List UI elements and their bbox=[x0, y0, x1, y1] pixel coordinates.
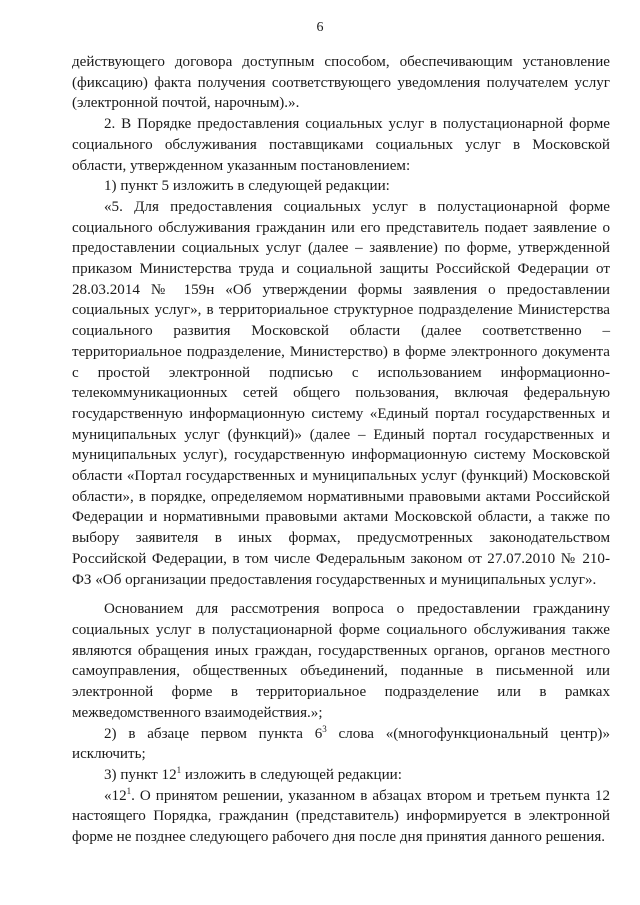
paragraph-p7 bbox=[72, 786, 610, 848]
paragraph-p0 bbox=[72, 52, 610, 114]
paragraph-text: изложить в следующей редакции: bbox=[181, 766, 402, 783]
document-body bbox=[72, 52, 610, 848]
paragraph-text: действующего договора доступным способом, обеспечивающим установление (фиксацию) факта получения соответствующего уведомления получателем услуг (электронной почтой, нарочным).». bbox=[72, 54, 610, 112]
paragraph-p3 bbox=[72, 197, 610, 590]
paragraph-p6 bbox=[72, 765, 610, 786]
paragraph-text: . О принятом решении, указанном в абзацах втором и третьем пункта 12 настоящего Порядка, гражданин (представитель) информируется в электронной форме не позднее следующего рабочего дня после дня принятия данного решения. bbox=[72, 787, 610, 846]
paragraph-text: Основанием для рассмотрения вопроса о предоставлении гражданину социальных услуг в полустационарной форме социального обслуживания также являются обращения иных граждан, государственных органов, органов местного самоуправления, общественных объединений, поданные в письменной или электронной форме в территориальное подразделение или в рамках межведомственного взаимодействия.»; bbox=[72, 601, 610, 721]
superscript: 1 bbox=[126, 785, 132, 796]
page-number: 6 bbox=[316, 20, 324, 35]
paragraph-text: 1) пункт 5 изложить в следующей редакции: bbox=[104, 178, 390, 195]
paragraph-text: «12 bbox=[104, 787, 127, 804]
paragraph-text: 3) пункт 12 bbox=[104, 766, 177, 783]
paragraph-p4 bbox=[72, 599, 610, 723]
paragraph-text: слова «(многофункциональный центр)» исключить; bbox=[72, 725, 611, 763]
paragraph-p1 bbox=[72, 114, 610, 176]
superscript: 3 bbox=[322, 723, 327, 734]
paragraph-text: «5. Для предоставления социальных услуг в полустационарной форме социального обслуживания гражданин или его представитель подает заявление о предоставлении социальных услуг (далее – заявление) по форме, утвержденной приказом Министерства труда и социальной защиты Российской Федерации от 28.03.2014 № 159н «Об утверждении формы заявления о предоставлении социальных услуг», в территориальное структурное подразделение Министерства социального развития Московской области (далее соответственно – территориальное подразделение, Министерство) в форме электронного документа с простой электронной подписью с использованием информационно-телекоммуникационных сетей общего пользования, включая федеральную государственную информационную систему «Единый портал государственных и муниципальных услуг (функций)» (далее – Единый портал государственных и муниципальных услуг), государственную информационную систему Московской области «Портал государственных и муниципальных услуг (функций) Московской области», в порядке, определяемом нормативными правовыми актами Российской Федерации и нормативными правовыми актами Московской области, а также по выбору заявителя в иных формах, предусмотренных законодательством Российской Федерации, в том числе Федеральным законом от 27.07.2010 № 210-ФЗ «Об организации предоставления государственных и муниципальных услуг». bbox=[72, 198, 610, 588]
paragraph-text: 2. В Порядке предоставления социальных услуг в полустационарной форме социального обслуживания поставщиками социальных услуг в Московской области, утвержденном указанным постановлением: bbox=[72, 116, 610, 174]
superscript: 1 bbox=[176, 764, 182, 775]
paragraph-p5 bbox=[72, 724, 610, 765]
paragraph-text: 2) в абзаце первом пункта 6 bbox=[104, 725, 323, 742]
paragraph-p2 bbox=[72, 176, 610, 197]
